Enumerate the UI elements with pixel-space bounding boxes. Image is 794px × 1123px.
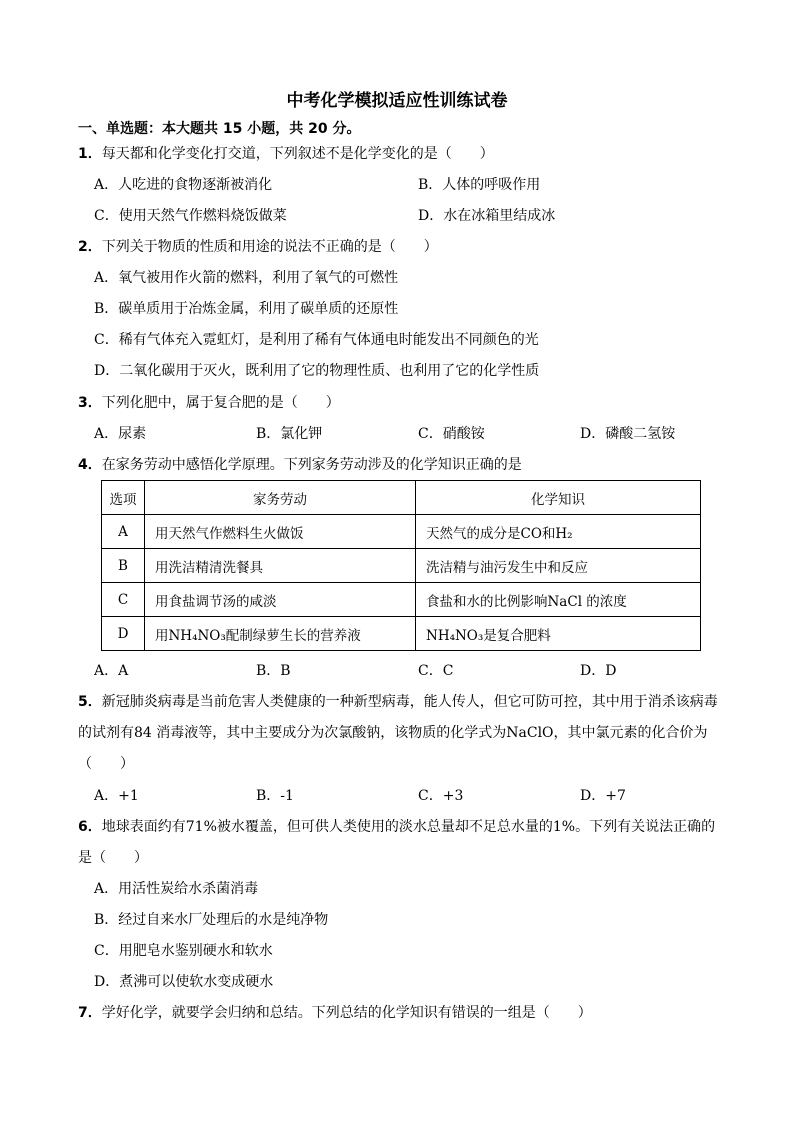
q4-option-c: C．C (418, 663, 454, 679)
question-number: 6． (78, 819, 102, 835)
question-text: 下列化肥中，属于复合肥的是（ ） (101, 395, 340, 411)
table-row (102, 617, 701, 651)
q2-option-a: A．氧气被用作火箭的燃料，利用了氧气的可燃性 (94, 270, 399, 286)
question-6-line-2: 是（ ） (78, 850, 148, 866)
knowledge-table (101, 480, 701, 651)
question-6 (78, 817, 715, 837)
q6-option-a: A．用活性炭给水杀菌消毒 (94, 881, 259, 897)
table-cell: 用洗洁精清洗餐具 (145, 549, 416, 583)
table-cell: NH₄NO₃是复合肥料 (416, 617, 701, 651)
question-number: 1． (78, 146, 102, 162)
question-3 (78, 393, 340, 413)
question-number: 7． (78, 1005, 102, 1021)
q2-option-d: D．二氧化碳用于灭火，既利用了它的物理性质、也利用了它的化学性质 (94, 363, 540, 379)
table-cell: 用天然气作燃料生火做饭 (145, 515, 416, 549)
table-header-cell: 家务劳动 (145, 481, 416, 515)
table-header-cell: 化学知识 (416, 481, 701, 515)
q1-option-d: D．水在冰箱里结成冰 (418, 208, 556, 224)
q6-option-d: D．煮沸可以使软水变成硬水 (94, 974, 274, 990)
table-row (102, 583, 701, 617)
q3-option-b: B．氯化钾 (256, 426, 323, 442)
question-4 (78, 455, 522, 475)
question-number: 5． (78, 694, 102, 710)
q3-option-a: A．尿素 (94, 426, 147, 442)
table-cell: 天然气的成分是CO和H₂ (416, 515, 701, 549)
q5-option-d: D．+7 (580, 788, 626, 804)
question-text: 每天都和化学变化打交道，下列叙述不是化学变化的是（ ） (101, 146, 494, 162)
q4-option-d: D．D (580, 663, 617, 679)
table-row (102, 549, 701, 583)
question-text: 在家务劳动中感悟化学原理。下列家务劳动涉及的化学知识正确的是 (101, 457, 522, 473)
question-text: 新冠肺炎病毒是当前危害人类健康的一种新型病毒，能人传人，但它可防可控，其中用于消杀该病毒 (101, 694, 718, 710)
question-5-line-3: （ ） (78, 756, 134, 772)
table-cell: 用食盐调节汤的咸淡 (145, 583, 416, 617)
question-number: 4． (78, 457, 102, 473)
question-number: 2． (78, 239, 102, 255)
q4-option-a: A．A (94, 663, 129, 679)
q3-option-c: C．硝酸铵 (418, 426, 485, 442)
q5-option-c: C．+3 (418, 788, 464, 804)
q4-option-b: B．B (256, 663, 291, 679)
question-5-line-2: 的试剂有84 消毒液等，其中主要成分为次氯酸钠，该物质的化学式为NaClO，其中氯元素的化合价为 (78, 725, 708, 741)
q1-option-a: A．人吃进的食物逐渐被消化 (94, 177, 273, 193)
q6-option-c: C．用肥皂水鉴别硬水和软水 (94, 943, 273, 959)
table-cell: C (102, 583, 145, 617)
question-5 (78, 692, 718, 712)
question-number: 3． (78, 395, 102, 411)
question-text: 学好化学，就要学会归纳和总结。下列总结的化学知识有错误的一组是（ ） (101, 1005, 592, 1021)
table-row (102, 515, 701, 549)
table-header-row (102, 481, 701, 515)
table-cell: B (102, 549, 145, 583)
table-cell: 食盐和水的比例影响NaCl 的浓度 (416, 583, 701, 617)
question-1 (78, 144, 494, 164)
q1-option-b: B．人体的呼吸作用 (418, 177, 541, 193)
q6-option-b: B．经过自来水厂处理后的水是纯净物 (94, 912, 329, 928)
table-cell: 洗洁精与油污发生中和反应 (416, 549, 701, 583)
q2-option-b: B．碳单质用于冶炼金属，利用了碳单质的还原性 (94, 301, 399, 317)
question-text: 下列关于物质的性质和用途的说法不正确的是（ ） (101, 239, 438, 255)
table-cell: A (102, 515, 145, 549)
q3-option-d: D．磷酸二氢铵 (580, 426, 676, 442)
section-heading: 一、单选题：本大题共 15 小题，共 20 分。 (78, 121, 361, 137)
table-cell: D (102, 617, 145, 651)
question-7 (78, 1003, 592, 1023)
table-header-cell: 选项 (102, 481, 145, 515)
q2-option-c: C．稀有气体充入霓虹灯，是利用了稀有气体通电时能发出不同颜色的光 (94, 332, 539, 348)
q5-option-b: B．-1 (256, 788, 294, 804)
q1-option-c: C．使用天然气作燃料烧饭做菜 (94, 208, 287, 224)
question-2 (78, 237, 438, 257)
table-cell: 用NH₄NO₃配制绿萝生长的营养液 (145, 617, 416, 651)
q5-option-a: A．+1 (94, 788, 139, 804)
page-title: 中考化学模拟适应性训练试卷 (286, 91, 508, 111)
question-text: 地球表面约有71%被水覆盖，但可供人类使用的淡水总量却不足总水量的1%。下列有关说法正确的 (101, 819, 716, 835)
